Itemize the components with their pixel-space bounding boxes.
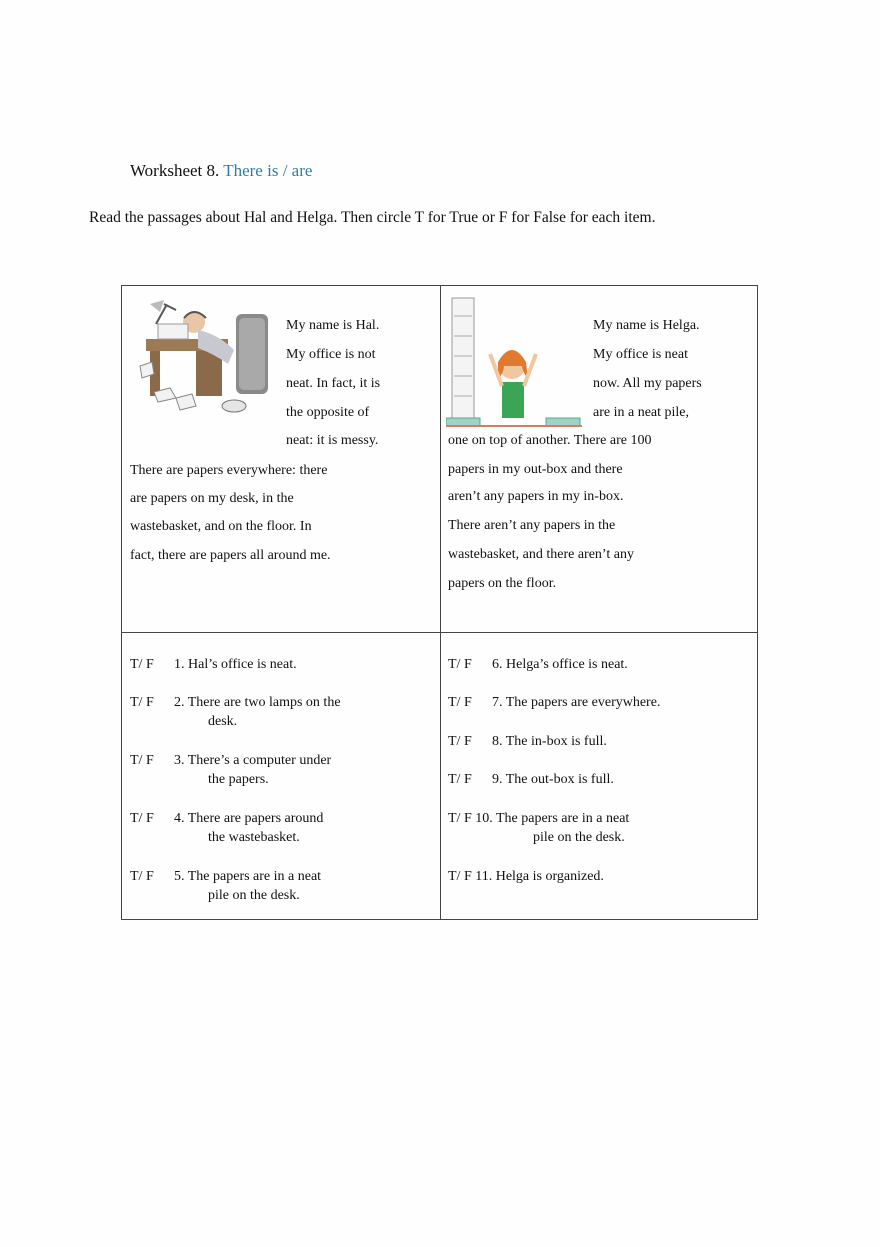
hal-line: are papers on my desk, in the [130, 491, 294, 506]
true-false-choice[interactable]: T/ F [130, 869, 154, 884]
question-item [448, 693, 660, 712]
question-number: 6. [492, 657, 503, 672]
helga-line: one on top of another. There are 100 [448, 433, 652, 448]
hal-line: neat. In fact, it is [286, 376, 381, 391]
question-text: There are two lamps on the [187, 695, 341, 710]
helga-line: My office is neat [593, 347, 688, 362]
question-number: 9. [492, 772, 503, 787]
hal-line: wastebasket, and on the floor. In [130, 519, 312, 534]
question-number: 10. [475, 811, 493, 826]
tidy-office-woman-icon [446, 296, 596, 428]
hal-line: My name is Hal. [286, 318, 380, 333]
helga-line: papers in my out-box and there [448, 462, 623, 477]
true-false-choice[interactable]: T/ F [130, 695, 154, 710]
question-item [130, 655, 297, 674]
question-text: The papers are everywhere. [505, 695, 661, 710]
question-number: 4. [174, 811, 185, 826]
question-text-continued: pile on the desk. [533, 830, 625, 845]
true-false-choice[interactable]: T/ F [448, 869, 472, 884]
worksheet-title [130, 161, 312, 181]
messy-office-man-icon [136, 294, 276, 424]
table-divider-horizontal [122, 632, 757, 633]
helga-line: wastebasket, and there aren’t any [448, 547, 634, 562]
question-text: The out-box is full. [505, 772, 614, 787]
question-text: The in-box is full. [505, 734, 607, 749]
question-item [130, 751, 331, 789]
question-text-continued: the wastebasket. [208, 830, 300, 845]
question-number: 8. [492, 734, 503, 749]
question-item [130, 693, 341, 731]
true-false-choice[interactable]: T/ F [130, 753, 154, 768]
instructions: Read the passages about Hal and Helga. Then circle T for True or F for False for each item. [89, 209, 656, 226]
title-prefix: Worksheet 8. [130, 161, 224, 180]
question-text-continued: the papers. [208, 772, 269, 787]
true-false-choice[interactable]: T/ F [448, 657, 472, 672]
question-text: The papers are in a neat [495, 811, 630, 826]
helga-line: now. All my papers [593, 376, 702, 391]
true-false-choice[interactable]: T/ F [130, 811, 154, 826]
worksheet-table [121, 285, 758, 920]
hal-line: neat: it is messy. [286, 433, 379, 448]
question-text: Helga’s office is neat. [506, 657, 628, 672]
helga-line: aren’t any papers in my in-box. [448, 489, 624, 504]
helga-line: My name is Helga. [593, 318, 700, 333]
question-text: Hal’s office is neat. [188, 657, 297, 672]
hal-line: the opposite of [286, 405, 370, 420]
question-item [448, 770, 614, 789]
true-false-choice[interactable]: T/ F [448, 811, 472, 826]
helga-line: There aren’t any papers in the [448, 518, 616, 533]
question-text-continued: desk. [208, 714, 238, 729]
question-item [448, 867, 604, 886]
question-number: 2. [174, 695, 185, 710]
question-text: There are papers around [187, 811, 324, 826]
question-item [448, 655, 628, 674]
question-number: 1. [174, 657, 185, 672]
helga-line: papers on the floor. [448, 576, 557, 591]
question-item [448, 732, 607, 751]
hal-line: fact, there are papers all around me. [130, 548, 331, 563]
question-item [448, 809, 629, 847]
true-false-choice[interactable]: T/ F [448, 695, 472, 710]
true-false-choice[interactable]: T/ F [448, 772, 472, 787]
question-number: 11. [475, 869, 493, 884]
question-number: 3. [174, 753, 185, 768]
hal-line: There are papers everywhere: there [130, 463, 328, 478]
true-false-choice[interactable]: T/ F [130, 657, 154, 672]
helga-line: are in a neat pile, [593, 405, 690, 420]
question-item [130, 809, 323, 847]
question-item [130, 867, 321, 905]
question-number: 7. [492, 695, 503, 710]
question-text: Helga is organized. [495, 869, 604, 884]
question-text-continued: pile on the desk. [208, 888, 300, 903]
question-text: The papers are in a neat [187, 869, 322, 884]
table-divider-vertical [440, 286, 441, 919]
title-topic: There is / are [223, 161, 313, 180]
true-false-choice[interactable]: T/ F [448, 734, 472, 749]
hal-line: My office is not [286, 347, 376, 362]
question-text: There’s a computer under [187, 753, 332, 768]
question-number: 5. [174, 869, 185, 884]
